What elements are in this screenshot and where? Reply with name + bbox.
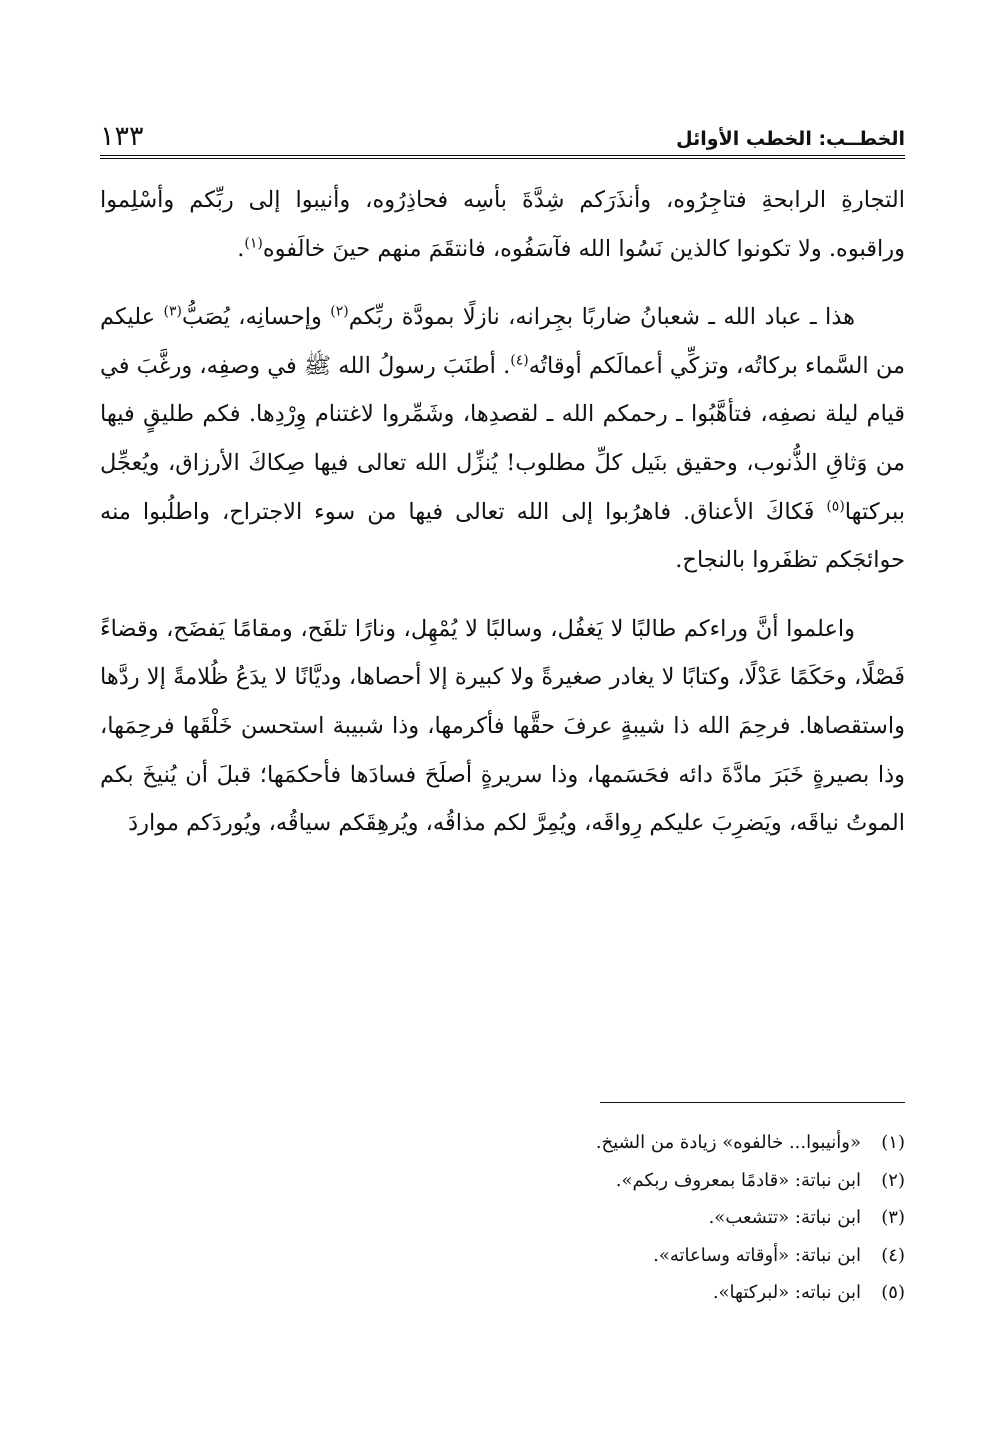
paragraph-2-segment: هذا ـ عباد الله ـ شعبانُ ضاربًا بجِرانه، نازلًا بمودَّة ربِّكم <box>348 304 855 331</box>
footnote-marker: (٢) <box>330 303 349 320</box>
footnote-2 <box>300 1162 905 1200</box>
paragraph-3: واعلموا أنَّ وراءكم طالبًا لا يَغفُل، وسالبًا لا يُمْهِل، ونارًا تلفَح، ومقامًا يَفضَح، وقضاءً فَصْلًا، وحَكَمًا عَدْلًا، وكتابًا لا يغادر صغيرةً ولا كبيرة إلا أحصاها، وديَّانًا لا يدَعُ ظُلامةً إلا ردَّها واستقصاها. فرحِمَ الله ذا شيبةٍ عرفَ حقَّها فأكرمها، وذا شبيبة استحسن خَلْقَها فرحِمَها، وذا بصيرةٍ خَبَرَ مادَّةَ دائه فحَسَمها، وذا سريرةٍ أصلَحَ فسادَها فأحكمَها؛ قبلَ أن يُنيخَ بكم الموتُ نياقَه، ويَضرِبَ عليكم رِواقَه، ويُمِرَّ لكم مذاقُه، ويُرهِقَكم سياقُه، ويُوردَكم مواردَ <box>100 615 905 837</box>
footnote-text: ابن نباتة: «أوقاته وساعاته». <box>653 1244 861 1266</box>
footnote-number: (٣) <box>881 1207 905 1228</box>
footnote-marker: (٥) <box>826 498 845 515</box>
footnote-number: (٥) <box>881 1282 905 1303</box>
running-title: الخطــب: الخطب الأوائل <box>676 128 905 150</box>
footnotes <box>300 1124 905 1312</box>
page-number: ١٣٣ <box>100 121 144 152</box>
footnote-number: (٤) <box>881 1244 905 1266</box>
paragraph-2-segment: عليكم من السَّماء بركاتُه، وتزكِّي أعمالَكم أوقاتُه <box>100 304 906 379</box>
footnote-text: «وأنيبوا... خالفوه» زيادة من الشيخ. <box>595 1132 861 1153</box>
paragraph-1-line-2: وأسْلِموا وراقبوه. ولا تكونوا كالذين نَسُوا الله فآسَفُوه، فانتقَمَ منهم حينَ <box>100 187 905 262</box>
footnote-text: ابن نباته: «لبركتها». <box>712 1282 861 1303</box>
footnote-text: ابن نباتة: «قادمًا بمعروف ربكم». <box>615 1169 861 1191</box>
page-header <box>100 108 905 154</box>
paragraph-1 <box>100 176 905 273</box>
header-rule <box>100 155 905 159</box>
footnote-separator <box>600 1102 905 1103</box>
footnote-marker: (٣) <box>163 303 182 320</box>
paragraph-2-segment: فَكاكَ الأعناق. فاهرُبوا إلى الله تعالى فيها من سوء الاجتراح، واطلُبوا منه حوائجَكم تظفَروا بالنجاح. <box>100 498 905 574</box>
footnote-text: ابن نباتة: «تتشعب». <box>708 1207 861 1228</box>
footnote-5 <box>300 1274 905 1312</box>
footnote-number: (١) <box>881 1132 905 1153</box>
footnote-4 <box>300 1237 905 1275</box>
footnote-marker: (٤) <box>510 352 529 369</box>
paragraph-2-segment: . أطنَبَ رسولُ الله ﷺ في وصفِه، ورغَّبَ في قيام ليلة نصفِه، فتأهَّبُوا ـ رحمكم الله ـ لقصدِها، وشَمِّروا لاغتنام وِرْدِها. فكم طليقٍ فيها من وَثاقِ الذُّنوب، وحقيق بنَيل كلِّ مطلوب! يُنزِّل الله تعالى فيها صِكاكَ الأرزاق، ويُعجِّل ببركتها <box>100 352 905 525</box>
footnote-3 <box>300 1199 905 1237</box>
paragraph-2 <box>100 293 905 585</box>
footnote-number: (٢) <box>881 1169 905 1191</box>
main-text <box>100 176 905 848</box>
paragraph-2-segment: وإحسانِه، يُصَبُّ <box>181 304 331 331</box>
paragraph-1-line-1: التجارةِ الرابحةِ فتاجِرُوه، وأنذَرَكم شِدَّةَ بأسِه فحاذِرُوه، وأنيبوا إلى ربِّكم <box>189 187 905 213</box>
paragraph-1-line-3: خالَفوه <box>262 235 326 262</box>
footnote-marker: (١) <box>244 235 263 252</box>
paragraph-1-tail: . <box>237 235 245 262</box>
footnote-1 <box>300 1124 905 1162</box>
